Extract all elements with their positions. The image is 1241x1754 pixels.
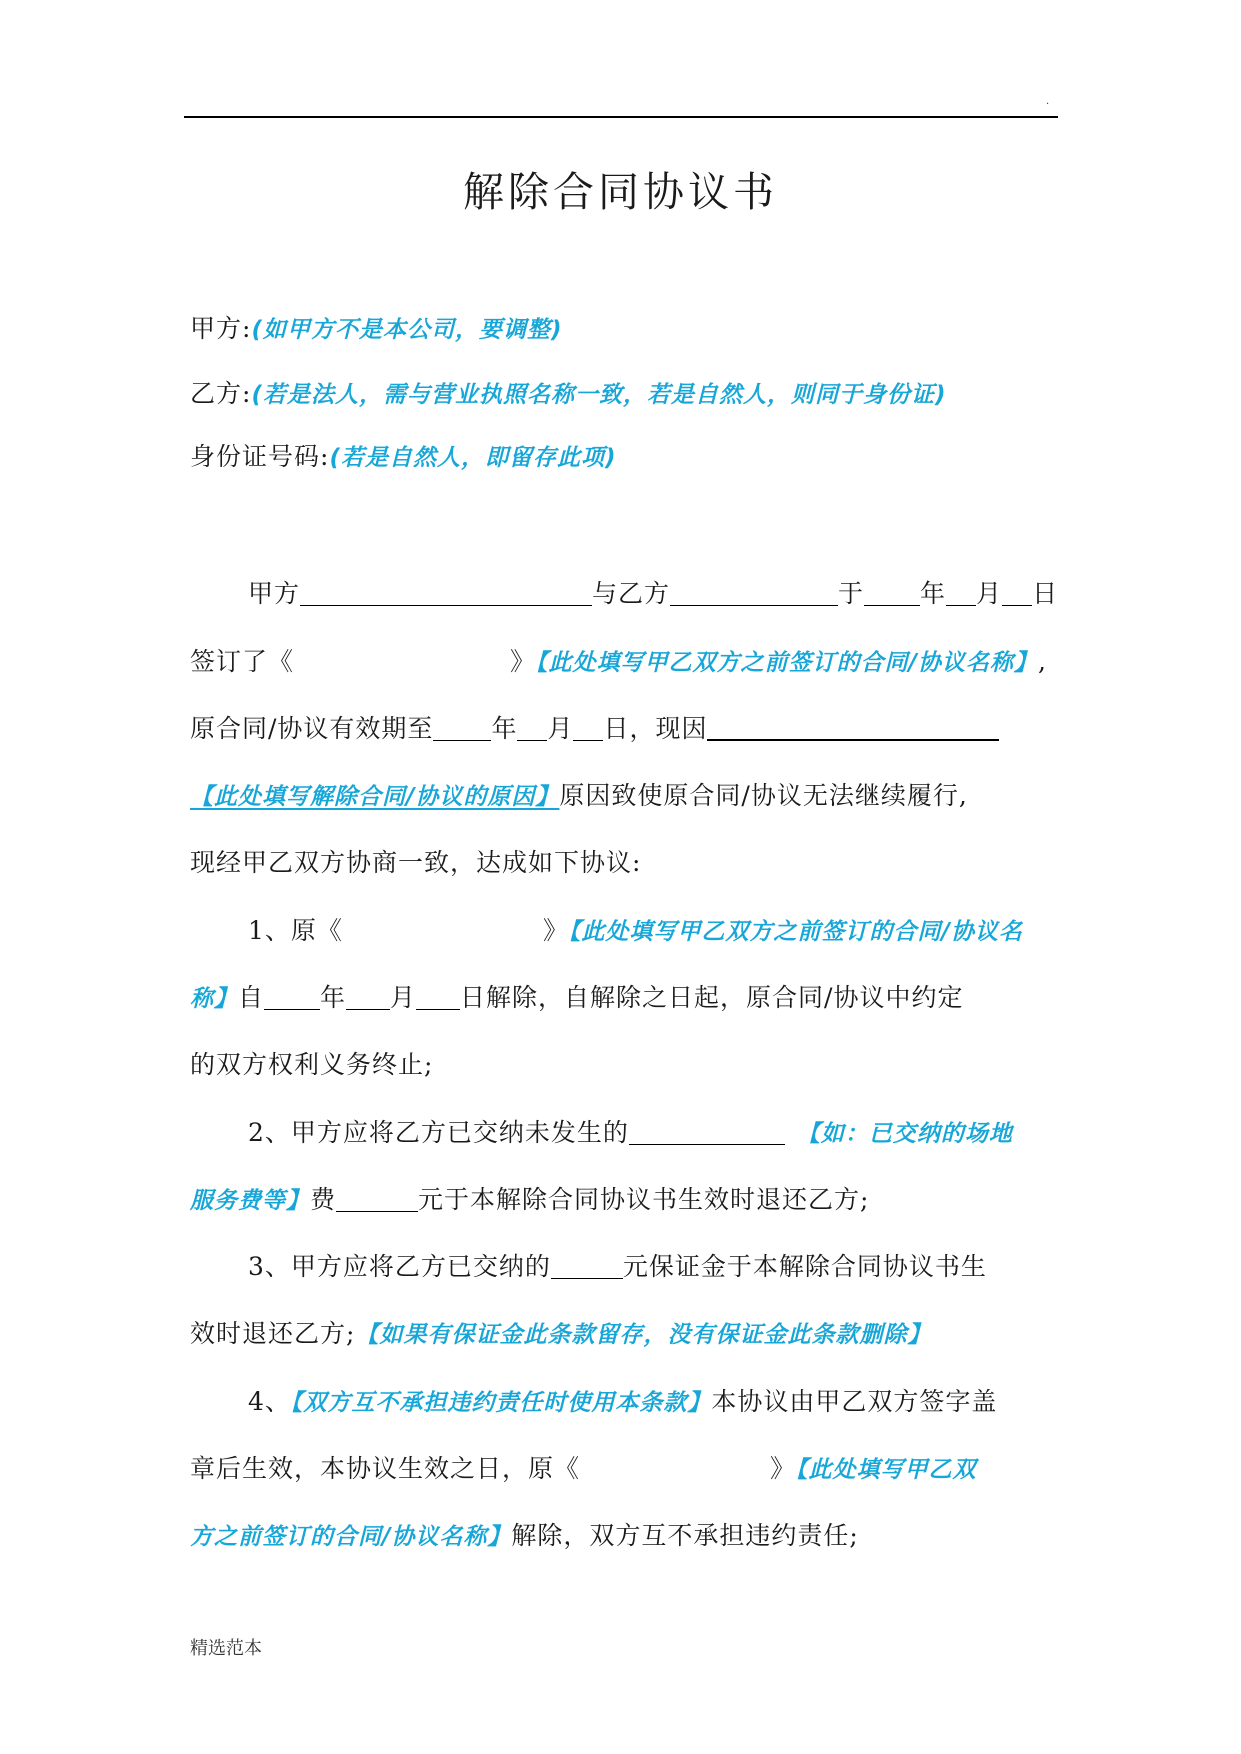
clause-1-text-end: 的双方权利义务终止; [190, 1050, 434, 1079]
party-a-note: (如甲方不是本公司，要调整) [251, 317, 563, 343]
clause-2-text-end: 元于本解除合同协议书生效时退还乙方; [418, 1185, 870, 1214]
clause-1-prefix: 1、原《 [248, 916, 343, 945]
clause-4-line-2 [190, 1449, 977, 1490]
reason-note: 【此处填写解除合同/协议的原因】 [190, 784, 560, 810]
reason-blank [707, 711, 999, 741]
intro-reason-text: 原因致使原合同/协议无法继续履行, [559, 781, 968, 810]
sign-day-blank [1002, 577, 1032, 606]
clause-2-note: 【如：已交纳的场地 [796, 1121, 1013, 1147]
intro-agreement-text: 现经甲乙双方协商一致，达成如下协议: [190, 848, 642, 877]
clause-4-close-quote: 》 [770, 1454, 797, 1483]
valid-year-blank [433, 712, 491, 741]
clause-4-note-2: 【此处填写甲乙双 [796, 1457, 977, 1483]
clause-1-day-blank [416, 981, 460, 1010]
valid-month-blank [517, 712, 547, 741]
clause-1-month-blank [346, 981, 390, 1010]
clause-2-note-end: 服务费等】 [190, 1188, 310, 1214]
clause-1-line-3 [190, 1045, 433, 1085]
party-a-blank [300, 577, 592, 606]
header-dot: . [1046, 96, 1050, 107]
clause-1-note: 【此处填写甲乙双方之前签订的合同/协议名 [568, 919, 1023, 945]
intro-valid-day: 日，现因 [603, 714, 708, 743]
document-title: 解除合同协议书 [463, 168, 778, 216]
clause-2-line-2 [190, 1180, 869, 1221]
clause-3-prefix: 3、甲方应将乙方已交纳的 [248, 1252, 551, 1281]
intro-valid-until: 原合同/协议有效期至 [190, 714, 434, 743]
footer-label: 精选范本 [190, 1638, 262, 1659]
intro-valid-year: 年 [491, 714, 518, 743]
clause-3-note: 【如果有保证金此条款留存，没有保证金此条款删除】 [355, 1322, 932, 1348]
intro-valid-month: 月 [547, 714, 574, 743]
clause-1-month: 月 [390, 983, 417, 1012]
intro-line-3 [190, 709, 999, 749]
clause-1-year-blank [264, 981, 320, 1010]
intro-close-quote: 》 [510, 647, 537, 676]
clause-1-text: 日解除，自解除之日起，原合同/协议中约定 [460, 983, 964, 1012]
clause-4-text: 本协议由甲乙双方签字盖 [711, 1387, 998, 1416]
clause-3-line-2 [190, 1314, 931, 1355]
clause-4-line-3 [190, 1516, 859, 1557]
id-number-note: (若是自然人，即留存此项) [329, 445, 617, 471]
party-b-blank [670, 577, 838, 606]
clause-4-text-2: 章后生效，本协议生效之日，原《 [190, 1454, 581, 1483]
clause-4-line-1 [248, 1382, 997, 1423]
header-rule [184, 116, 1058, 118]
party-b-line [190, 374, 946, 415]
sign-year-blank [864, 577, 920, 606]
deposit-amount-blank [551, 1250, 623, 1279]
intro-year: 年 [920, 579, 947, 608]
id-number-label: 身份证号码: [190, 442, 330, 471]
clause-1-year: 年 [320, 983, 347, 1012]
id-number-line [190, 437, 616, 478]
intro-month: 月 [976, 579, 1003, 608]
intro-line-1 [248, 574, 1058, 614]
valid-day-blank [573, 712, 603, 741]
clause-4-note-end: 方之前签订的合同/协议名称】 [190, 1524, 512, 1550]
intro-party-a: 甲方 [248, 579, 301, 608]
contract-name-note: 【此处填写甲乙双方之前签订的合同/协议名称】 [536, 650, 1038, 676]
clause-2-amount-blank [336, 1183, 418, 1212]
intro-line-4 [190, 776, 968, 817]
party-a-label: 甲方: [190, 314, 252, 343]
clause-1-from: 自 [238, 983, 265, 1012]
clause-2-fee: 费 [310, 1185, 337, 1214]
party-a-line [190, 309, 562, 350]
intro-day: 日 [1032, 579, 1059, 608]
clause-1-line-2 [190, 978, 963, 1019]
intro-on: 于 [838, 579, 865, 608]
intro-signed: 签订了《 [190, 647, 295, 676]
party-b-label: 乙方: [190, 379, 252, 408]
sign-month-blank [946, 577, 976, 606]
intro-comma: , [1037, 647, 1047, 676]
clause-2-text: 2、甲方应将乙方已交纳未发生的 [248, 1118, 629, 1147]
clause-3-text: 元保证金于本解除合同协议书生 [622, 1252, 987, 1281]
intro-line-5 [190, 843, 641, 883]
clause-4-note: 【双方互不承担违约责任时使用本条款】 [290, 1390, 712, 1416]
intro-party-b: 与乙方 [592, 579, 671, 608]
clause-1-close-quote: 》 [542, 916, 569, 945]
clause-3-line-1 [248, 1247, 987, 1287]
clause-4-prefix: 4、 [248, 1387, 291, 1416]
clause-2-item-blank [629, 1116, 785, 1145]
clause-4-text-end: 解除，双方互不承担违约责任; [511, 1521, 859, 1550]
intro-line-2 [190, 642, 1047, 683]
clause-1-line-1 [248, 911, 1023, 952]
clause-3-text-end: 效时退还乙方; [190, 1319, 356, 1348]
clause-1-note-end: 称】 [190, 986, 238, 1012]
clause-2-line-1 [248, 1113, 1013, 1154]
party-b-note: (若是法人，需与营业执照名称一致，若是自然人，则同于身份证) [251, 382, 947, 408]
